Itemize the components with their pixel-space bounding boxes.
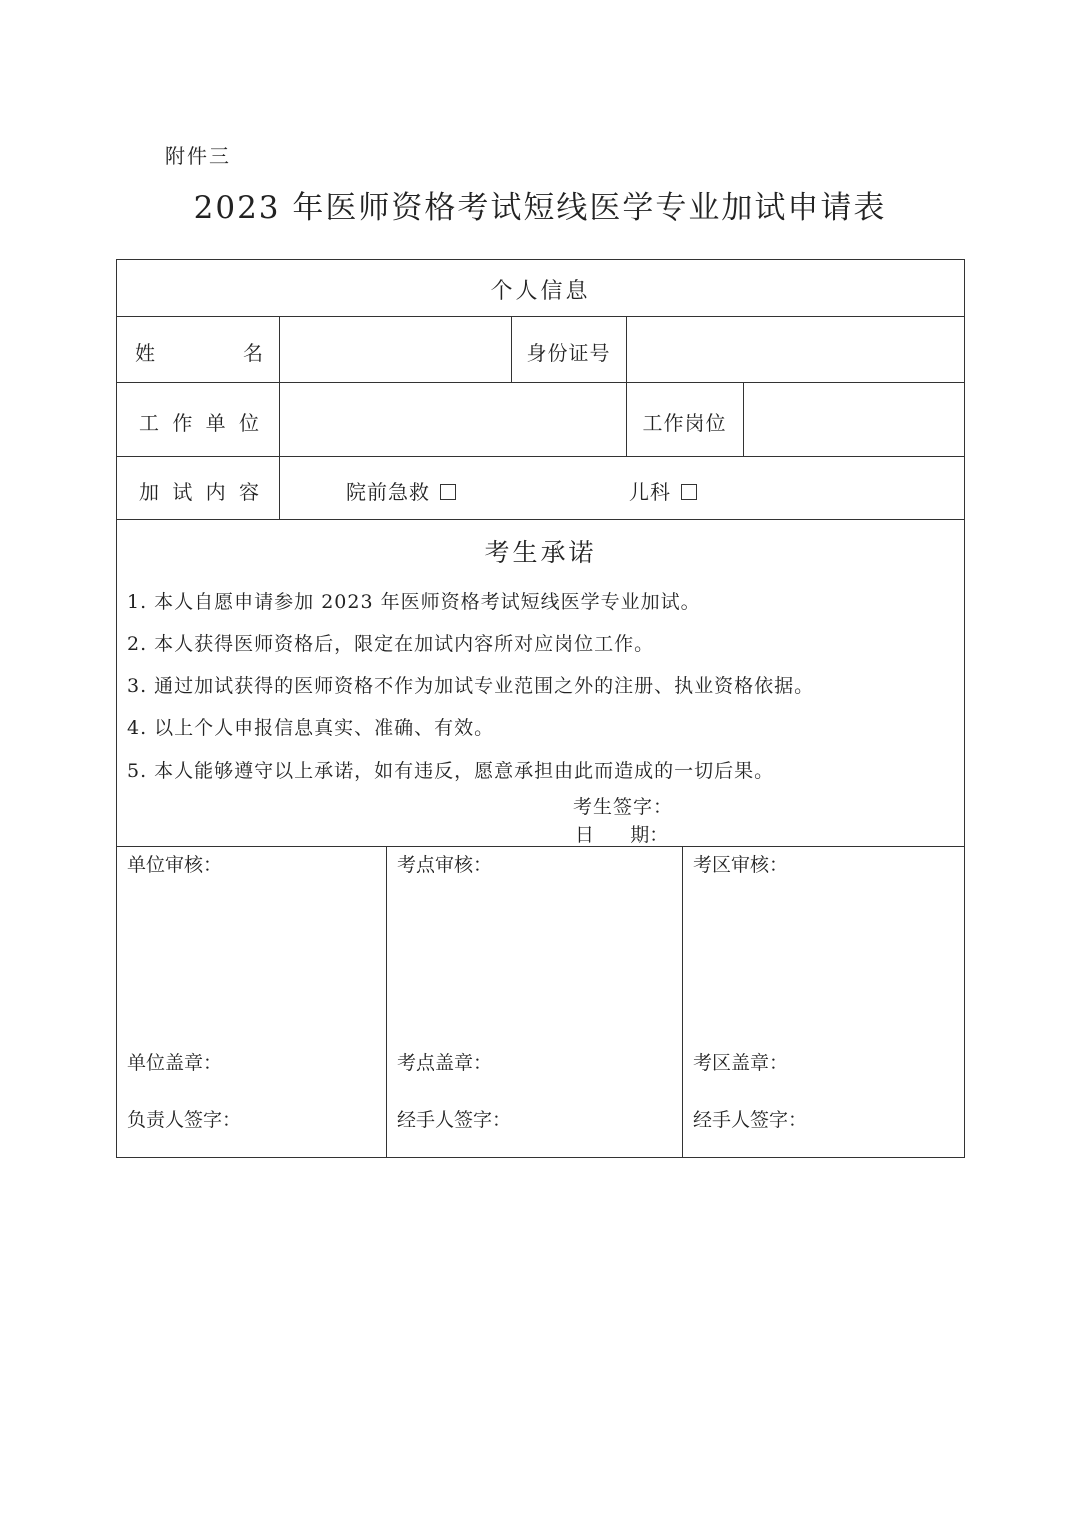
promise-item: 5. 本人能够遵守以上承诺，如有违反，愿意承担由此而造成的一切后果。 xyxy=(127,760,775,782)
name-field[interactable] xyxy=(281,318,509,380)
promise-heading: 考生承诺 xyxy=(484,538,597,567)
option-pediatrics[interactable] xyxy=(629,476,697,505)
row-divider xyxy=(117,456,964,457)
row-divider xyxy=(117,316,964,317)
exam-content-label: 加 试 内 容 xyxy=(139,480,259,504)
col-divider xyxy=(682,846,683,1157)
exam-area-signer-label: 经手人签字： xyxy=(693,1109,808,1131)
candidate-signature-label: 考生签字： xyxy=(573,796,674,818)
option-label: 院前急救 xyxy=(346,480,430,504)
col-divider xyxy=(743,382,744,456)
exam-area-stamp-label: 考区盖章： xyxy=(693,1052,789,1074)
id-number-field[interactable] xyxy=(628,318,962,380)
promise-item: 4. 以上个人申报信息真实、准确、有效。 xyxy=(127,717,495,739)
promise-item: 2. 本人获得医师资格后，限定在加试内容所对应岗位工作。 xyxy=(127,633,655,655)
checkbox-icon[interactable] xyxy=(440,484,456,500)
promise-item: 1. 本人自愿申请参加 2023 年医师资格考试短线医学专业加试。 xyxy=(127,591,701,613)
row-divider xyxy=(117,382,964,383)
row-divider xyxy=(117,519,964,520)
unit-stamp-label: 单位盖章： xyxy=(127,1052,223,1074)
promise-item: 3. 通过加试获得的医师资格不作为加试专业范围之外的注册、执业资格依据。 xyxy=(127,675,815,697)
name-label: 姓 名 xyxy=(135,341,263,365)
position-label: 工作岗位 xyxy=(642,411,727,435)
test-site-signer-label: 经手人签字： xyxy=(397,1109,512,1131)
unit-review-label: 单位审核： xyxy=(127,854,223,876)
attachment-label: 附件三 xyxy=(165,144,231,168)
exam-area-review-label: 考区审核： xyxy=(693,854,789,876)
col-divider xyxy=(386,846,387,1157)
test-site-review-label: 考点审核： xyxy=(397,854,493,876)
id-number-label: 身份证号 xyxy=(526,341,611,365)
checkbox-icon[interactable] xyxy=(681,484,697,500)
form-title: 2023 年医师资格考试短线医学专业加试申请表 xyxy=(193,190,887,226)
option-prehospital-emergency[interactable] xyxy=(346,476,456,505)
option-label: 儿科 xyxy=(629,480,671,504)
position-field[interactable] xyxy=(745,384,962,454)
col-divider xyxy=(279,316,280,519)
row-divider xyxy=(117,846,964,847)
test-site-stamp-label: 考点盖章： xyxy=(397,1052,493,1074)
personal-info-heading: 个人信息 xyxy=(490,279,591,304)
work-unit-label: 工 作 单 位 xyxy=(139,411,259,435)
unit-signer-label: 负责人签字： xyxy=(127,1109,242,1131)
application-form xyxy=(116,259,965,1158)
work-unit-field[interactable] xyxy=(281,384,624,454)
date-label: 日 期： xyxy=(575,824,669,846)
